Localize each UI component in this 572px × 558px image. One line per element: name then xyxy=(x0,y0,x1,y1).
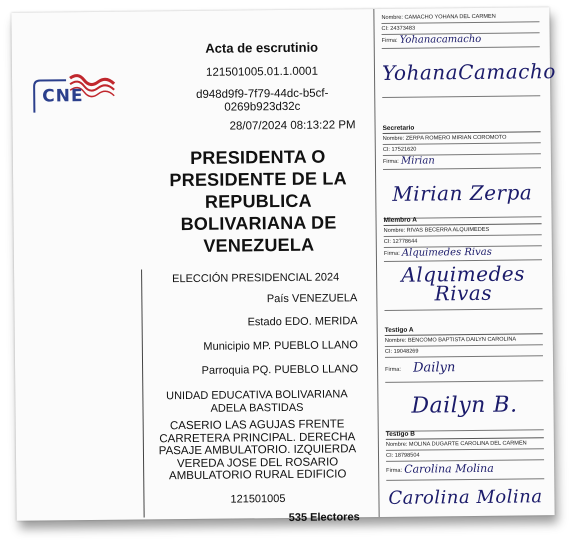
miembro-a-signature xyxy=(384,260,543,311)
acta-left-column xyxy=(11,9,366,524)
signature-block-miembro-a xyxy=(384,215,543,311)
presidente-nombre: Nombre: CAMACHO YOHANA DEL CARMEN xyxy=(381,11,539,24)
firma-label: Firma: xyxy=(385,366,402,373)
secretario-firma-field xyxy=(383,154,541,170)
signature-block-presidente xyxy=(381,11,556,98)
acta-hash-line1: d948d9f9-7f79-44dc-b5cf- xyxy=(195,87,329,101)
election-title-line5: VENEZUELA xyxy=(203,234,315,256)
testigo-a-inline-signature: Dailyn xyxy=(413,360,456,376)
acta-datetime: 28/07/2024 08:13:22 PM xyxy=(229,119,356,133)
election-name: ELECCIÓN PRESIDENCIAL 2024 xyxy=(172,271,340,286)
presidente-signature: YohanaCamacho xyxy=(382,47,541,98)
acta-title: Acta de escrutinio xyxy=(205,39,319,56)
column-divider xyxy=(141,269,145,517)
signature-panel xyxy=(373,7,556,517)
testigo-b-inline-signature: Carolina Molina xyxy=(404,461,494,476)
testigo-b-nombre: Nombre: MOLINA DUGARTE CAROLINA DEL CARMEN xyxy=(386,438,544,451)
location-pais: País VENEZUELA xyxy=(266,292,358,306)
secretario-signature: Mirian Zerpa xyxy=(383,168,542,219)
address-line5: AMBULATORIO RURAL EDIFICIO xyxy=(168,468,347,483)
testigo-b-firma-field xyxy=(386,460,544,481)
presidente-ci: CI: 24373483 xyxy=(381,22,539,35)
secretario-role: Secretario xyxy=(383,123,541,134)
testigo-a-nombre: Nombre: BENCOMO BAPTISTA DAILYN CAROLINA xyxy=(385,334,543,347)
testigo-a-role: Testigo A xyxy=(385,325,543,336)
location-estado: Estado EDO. MERIDA xyxy=(247,315,358,329)
address-line2: CARRETERA PRINCIPAL. DERECHA xyxy=(159,430,356,445)
location-parroquia: Parroquia PQ. PUEBLO LLANO xyxy=(201,363,359,377)
address-line4: VEREDA JOSE DEL ROSARIO xyxy=(176,455,339,470)
secretario-ci: CI: 17521620 xyxy=(383,143,541,156)
voting-center-address xyxy=(156,418,360,483)
signature-block-testigo-a xyxy=(385,325,544,432)
acta-code: 121501005.01.1.0001 xyxy=(205,65,319,79)
signature-block-testigo-b xyxy=(386,429,545,517)
secretario-nombre: Nombre: ZERPA ROMERO MIRIAN COROMOTO xyxy=(383,132,541,145)
firma-label: Firma: xyxy=(382,158,399,165)
firma-label: Firma: xyxy=(381,37,398,44)
miembro-a-signature-line2: Rivas xyxy=(434,280,493,306)
testigo-b-ci: CI: 18798504 xyxy=(386,449,544,462)
signature-block-secretario xyxy=(383,123,542,219)
secretario-inline-signature: Mirian xyxy=(400,155,435,167)
electores-count: 535 Electores xyxy=(288,511,360,524)
presidente-firma-field xyxy=(382,33,540,49)
testigo-a-signature: Dailyn B. xyxy=(385,381,544,432)
acta-hash-line2: 0269b923d32c xyxy=(224,100,301,114)
testigo-b-role: Testigo B xyxy=(386,429,544,440)
testigo-b-signature: Carolina Molina xyxy=(388,486,543,509)
miembro-a-firma-field xyxy=(384,246,542,262)
acta-hash xyxy=(162,87,362,115)
election-title xyxy=(163,145,354,257)
testigo-a-firma-field xyxy=(385,356,543,383)
election-title-line2: PRESIDENTE DE LA xyxy=(169,168,347,191)
miembro-a-signature-line1: Alquimedes xyxy=(401,261,526,287)
election-title-line4: BOLIVARIANA DE xyxy=(180,212,337,235)
testigo-a-ci: CI: 19048269 xyxy=(385,345,543,358)
firma-label: Firma: xyxy=(383,250,400,257)
acta-sheet xyxy=(11,7,556,524)
miembro-a-ci: CI: 12778644 xyxy=(384,235,542,248)
address-line3: PASAJE AMBULATORIO. IZQUIERDA xyxy=(158,443,357,458)
miembro-a-nombre: Nombre: RIVAS BECERRA ALQUIMEDES xyxy=(384,224,542,237)
presidente-inline-signature: Yohanacamacho xyxy=(399,33,482,46)
election-title-line1: PRESIDENTA O xyxy=(190,146,326,168)
voting-center-code: 121501005 xyxy=(230,492,286,506)
voting-center-line2: ADELA BASTIDAS xyxy=(210,401,304,415)
election-title-line3: REPUBLICA xyxy=(204,190,312,212)
voting-center-line1: UNIDAD EDUCATIVA BOLIVARIANA xyxy=(166,388,348,403)
location-municipio: Municipio MP. PUEBLO LLANO xyxy=(203,339,358,353)
address-line1: CASERIO LAS AGUJAS FRENTE xyxy=(169,418,345,433)
firma-label: Firma: xyxy=(386,467,403,474)
miembro-a-inline-signature: Alquimedes Rivas xyxy=(401,246,492,259)
panel-border xyxy=(373,9,379,517)
cne-logo-text: CNE xyxy=(42,86,84,107)
voting-center-name xyxy=(155,388,358,416)
miembro-a-role: Miembro A xyxy=(384,215,542,226)
